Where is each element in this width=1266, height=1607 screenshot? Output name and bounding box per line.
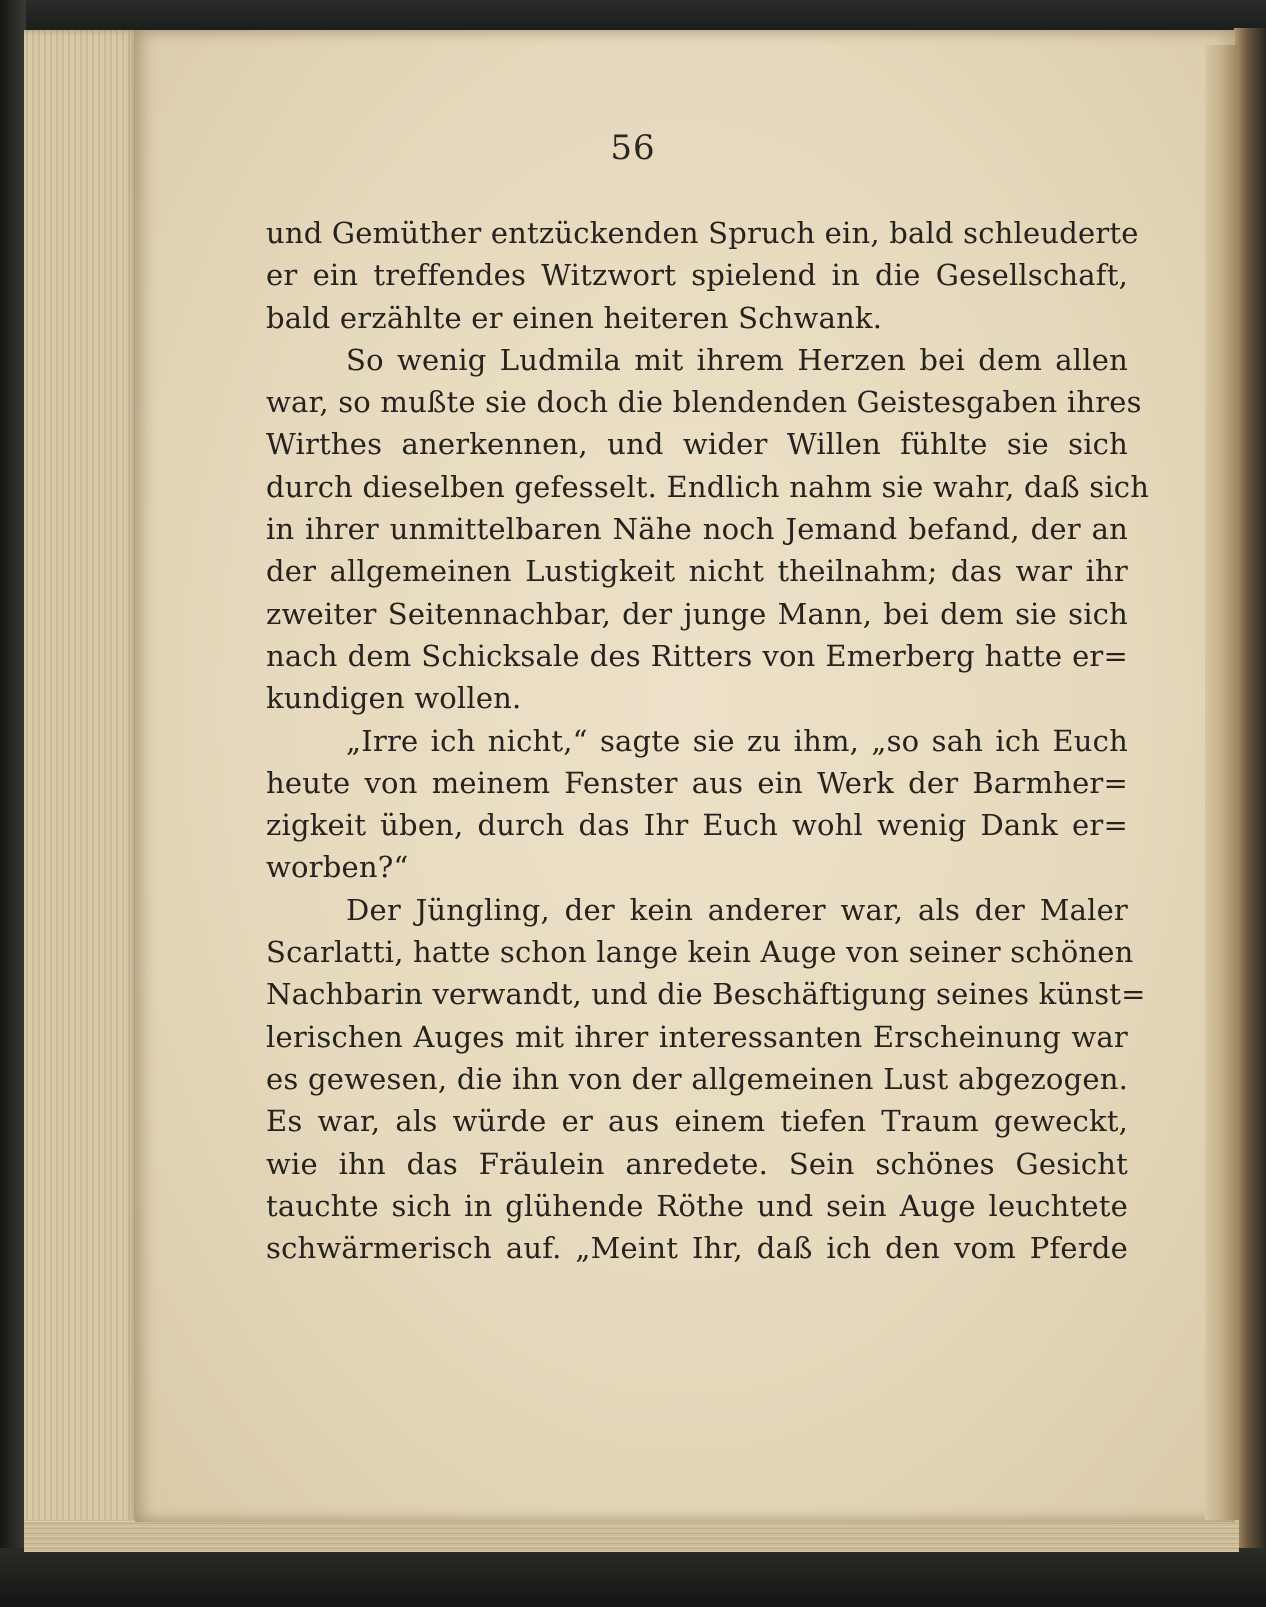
page-number: 56 (610, 128, 656, 168)
text-line: zigkeit üben, durch das Ihr Euch wohl wenig Dank er= (266, 808, 1128, 843)
text-line: der allgemeinen Lustigkeit nicht theilnahm; das war ihr (266, 554, 1128, 589)
text-line: war, so mußte sie doch die blendenden Geistesgaben ihres (266, 385, 1142, 420)
page-stack-edge (24, 30, 139, 1552)
book-cover-bottom (0, 1548, 1266, 1607)
text-line: es gewesen, die ihn von der allgemeinen Lust abgezogen. (266, 1061, 1128, 1096)
text-line: tauchte sich in glühende Röthe und sein Auge leuchtete (266, 1188, 1128, 1223)
text-line: lerischen Auges mit ihrer interessanten Erscheinung war (266, 1019, 1128, 1054)
book-cover-top (0, 0, 1266, 32)
text-line: Scarlatti, hatte schon lange kein Auge von seiner schönen (266, 935, 1134, 970)
text-line: „Irre ich nicht,“ sagte sie zu ihm, „so sah ich Euch (346, 723, 1128, 758)
text-line: Es war, als würde er aus einem tiefen Traum geweckt, (266, 1104, 1128, 1139)
page-right-edge (1205, 45, 1237, 1520)
text-line: Der Jüngling, der kein anderer war, als der Maler (346, 892, 1128, 927)
text-line: worben?“ (266, 850, 409, 885)
text-line: er ein treffendes Witzwort spielend in die Gesellschaft, (266, 258, 1128, 293)
text-line: schwärmerisch auf. „Meint Ihr, daß ich den vom Pferde (266, 1231, 1128, 1266)
text-line: nach dem Schicksale des Ritters von Emerberg hatte er= (266, 638, 1128, 673)
book-cover-right (1234, 28, 1266, 1568)
text-line: wie ihn das Fräulein anredete. Sein schönes Gesicht (266, 1146, 1128, 1181)
text-line: So wenig Ludmila mit ihrem Herzen bei dem allen (346, 342, 1128, 377)
text-line: zweiter Seitennachbar, der junge Mann, bei dem sie sich (266, 596, 1128, 631)
text-line: bald erzählte er einen heiteren Schwank. (266, 300, 883, 335)
book-cover-left (0, 0, 26, 1607)
page-stack-bottom-edge (24, 1520, 1239, 1552)
text-line: und Gemüther entzückenden Spruch ein, bald schleuderte (266, 216, 1139, 250)
text-line: kundigen wollen. (266, 681, 522, 716)
text-line: Wirthes anerkennen, und wider Willen fühlte sie sich (266, 427, 1128, 462)
body-text (266, 212, 1150, 1269)
text-line: in ihrer unmittelbaren Nähe noch Jemand befand, der an (266, 512, 1128, 547)
text-line: durch dieselben gefesselt. Endlich nahm sie wahr, daß sich (266, 469, 1150, 504)
text-line: Nachbarin verwandt, und die Beschäftigung seines künst= (266, 977, 1146, 1012)
text-line: heute von meinem Fenster aus ein Werk der Barmher= (266, 765, 1128, 800)
